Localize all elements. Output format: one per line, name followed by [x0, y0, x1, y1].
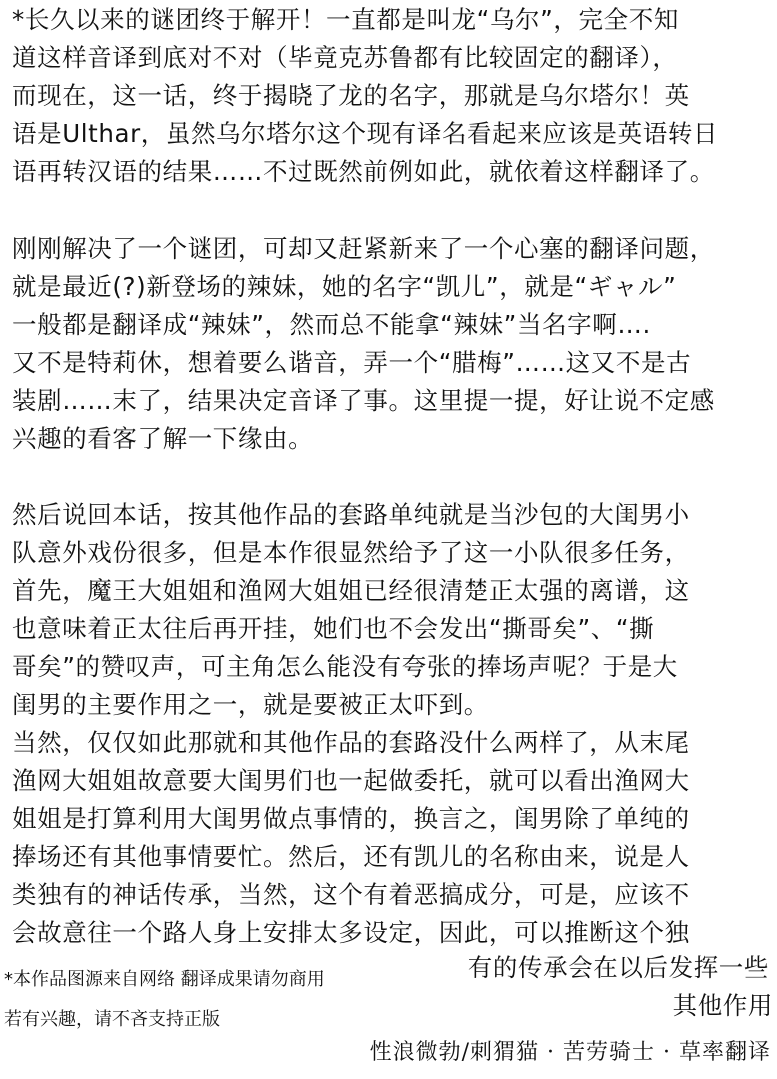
paragraph-3-line-10: 捧场还有其他事情要忙。然后，还有凯儿的名称由来，说是人: [12, 842, 690, 871]
paragraph-2-line-1: 刚刚解决了一个谜团，可却又赶紧新来了一个心塞的翻译问题，: [12, 234, 715, 263]
paragraph-3-tail-line-1: 有的传承会在以后发挥一些: [467, 953, 769, 982]
paragraph-3-line-9: 姐姐是打算利用大闺男做点事情的，换言之，闺男除了单纯的: [12, 804, 690, 833]
paragraph-3-line-6: 闺男的主要作用之一，就是要被正太吓到。: [12, 690, 489, 719]
translation-credits: 性浪微勃/刺猬猫 · 苦劳骑士 · 草率翻译: [369, 1040, 771, 1065]
paragraph-2-line-2: 就是最近(?)新登场的辣妹，她的名字“凯儿”，就是“ギャル”: [12, 272, 677, 301]
paragraph-1-line-2: 道这样音译到底对不对（毕竟克苏鲁都有比较固定的翻译），: [12, 43, 678, 72]
paragraph-3-line-12: 会故意往一个路人身上安排太多设定，因此，可以推断这个独: [12, 918, 690, 947]
paragraph-3-line-3: 首先，魔王大姐姐和渔网大姐姐已经很清楚正太强的离谱，这: [12, 576, 690, 605]
paragraph-1-line-4: 语是Ulthar，虽然乌尔塔尔这个现有译名看起来应该是英语转日: [12, 119, 719, 148]
paragraph-3-line-4: 也意味着正太往后再开挂，她们也不会发出“撕哥矣”、“撕: [12, 614, 655, 643]
paragraph-1-line-5: 语再转汉语的结果……不过既然前例如此，就依着这样翻译了。: [12, 157, 715, 186]
paragraph-2-line-4: 又不是特莉休，想着要么谐音，弄一个“腊梅”……这又不是古: [12, 348, 692, 377]
paragraph-3-tail-line-2: 其他作用: [672, 991, 773, 1020]
support-notice: 若有兴趣，请不吝支持正版: [4, 1009, 220, 1030]
paragraph-3-line-7: 当然，仅仅如此那就和其他作品的套路没什么两样了，从末尾: [12, 728, 690, 757]
paragraph-2-line-6: 兴趣的看客了解一下缘由。: [12, 424, 314, 453]
copyright-notice: *本作品图源来自网络 翻译成果请勿商用: [4, 969, 325, 990]
paragraph-3-line-11: 类独有的神话传承，当然，这个有着恶搞成分，可是，应该不: [12, 880, 690, 909]
paragraph-2-line-3: 一般都是翻译成“辣妹”，然而总不能拿“辣妹”当名字啊….: [12, 310, 651, 339]
paragraph-2-line-5: 装剧……末了，结果决定音译了事。这里提一提，好让说不定感: [12, 386, 715, 415]
paragraph-1-line-3: 而现在，这一话，终于揭晓了龙的名字，那就是乌尔塔尔！英: [12, 81, 690, 110]
paragraph-3-line-8: 渔网大姐姐故意要大闺男们也一起做委托，就可以看出渔网大: [12, 766, 690, 795]
paragraph-3-line-1: 然后说回本话，按其他作品的套路单纯就是当沙包的大闺男小: [12, 500, 690, 529]
paragraph-1-line-1: *长久以来的谜团终于解开！一直都是叫龙“乌尔”，完全不知: [12, 5, 679, 34]
paragraph-3-line-2: 队意外戏份很多，但是本作很显然给予了这一小队很多任务，: [12, 538, 690, 567]
paragraph-3-line-5: 哥矣”的赞叹声，可主角怎么能没有夸张的捧场声呢？于是大: [12, 652, 678, 681]
